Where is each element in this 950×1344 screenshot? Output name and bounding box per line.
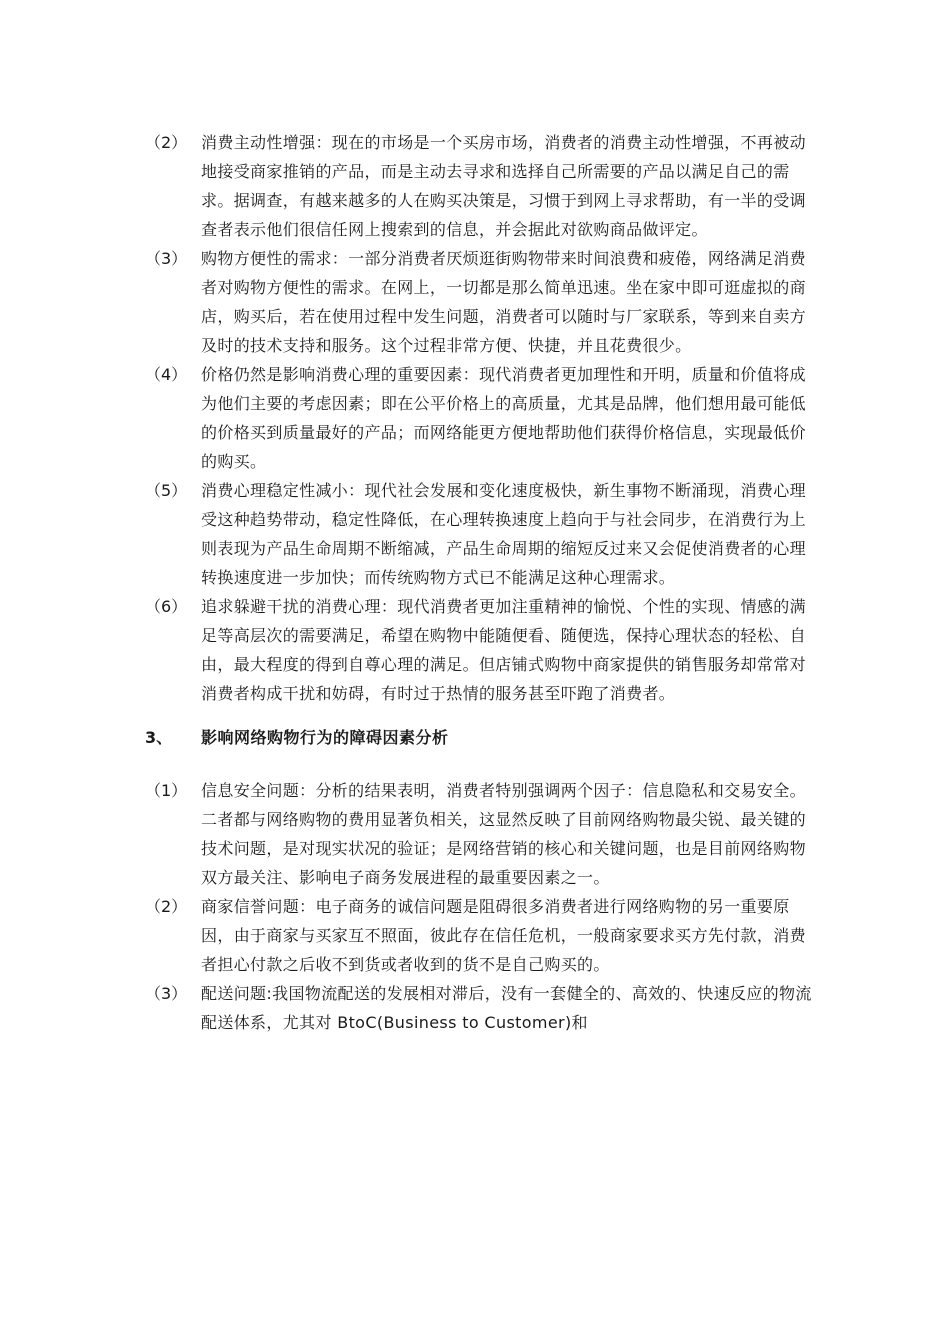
item-number: （6） (145, 597, 188, 616)
item-number: （3） (145, 984, 188, 1003)
item-number: （4） (145, 365, 188, 384)
item-text: 配送问题:我国物流配送的发展相对滞后，没有一套健全的、高效的、快速反应的物流配送体系，尤其对 BtoC(Business to Customer)和 (201, 984, 812, 1032)
list-item (145, 892, 815, 979)
spacer (145, 708, 815, 723)
item-number: （2） (145, 897, 188, 916)
heading-title: 影响网络购物行为的障碍因素分析 (201, 728, 449, 747)
spacer (145, 752, 815, 776)
list-item (145, 128, 815, 244)
heading-number: 3、 (145, 728, 173, 747)
item-number: （2） (145, 133, 188, 152)
item-text: 购物方便性的需求：一部分消费者厌烦逛街购物带来时间浪费和疲倦，网络满足消费者对购物方便性的需求。在网上，一切都是那么简单迅速。坐在家中即可逛虚拟的商店，购买后，若在使用过程中发生问题，消费者可以随时与厂家联系，等到来自卖方及时的技术支持和服务。这个过程非常方便、快捷，并且花费很少。 (201, 249, 806, 355)
section-heading (145, 723, 815, 752)
list-item (145, 476, 815, 592)
item-text: 消费主动性增强：现在的市场是一个买房市场，消费者的消费主动性增强，不再被动地接受商家推销的产品，而是主动去寻求和选择自己所需要的产品以满足自己的需求。据调查，有越来越多的人在购买决策是，习惯于到网上寻求帮助，有一半的受调查者表示他们很信任网上搜索到的信息，并会据此对欲购商品做评定。 (201, 133, 806, 239)
item-text: 追求躲避干扰的消费心理：现代消费者更加注重精神的愉悦、个性的实现、情感的满足等高层次的需要满足，希望在购物中能随便看、随便选，保持心理状态的轻松、自由，最大程度的得到自尊心理的满足。但店铺式购物中商家提供的销售服务却常常对消费者构成干扰和妨碍，有时过于热情的服务甚至吓跑了消费者。 (201, 597, 806, 703)
item-text: 价格仍然是影响消费心理的重要因素：现代消费者更加理性和开明，质量和价值将成为他们主要的考虑因素；即在公平价格上的高质量，尤其是品牌，他们想用最可能低的价格买到质量最好的产品；而网络能更方便地帮助他们获得价格信息，实现最低价的购买。 (201, 365, 806, 471)
item-number: （5） (145, 481, 188, 500)
list-item (145, 244, 815, 360)
item-text: 信息安全问题：分析的结果表明，消费者特别强调两个因子：信息隐私和交易安全。二者都与网络购物的费用显著负相关，这显然反映了目前网络购物最尖锐、最关键的技术问题，是对现实状况的验证；是网络营销的核心和关键问题，也是目前网络购物双方最关注、影响电子商务发展进程的最重要因素之一。 (201, 781, 806, 887)
list-item (145, 776, 815, 892)
list-item (145, 360, 815, 476)
item-text: 消费心理稳定性减小：现代社会发展和变化速度极快，新生事物不断涌现，消费心理受这种趋势带动，稳定性降低，在心理转换速度上趋向于与社会同步，在消费行为上则表现为产品生命周期不断缩减，产品生命周期的缩短反过来又会促使消费者的心理转换速度进一步加快；而传统购物方式已不能满足这种心理需求。 (201, 481, 806, 587)
document-body (145, 128, 815, 1037)
list-item (145, 592, 815, 708)
list-item (145, 979, 815, 1037)
item-text: 商家信誉问题：电子商务的诚信问题是阻碍很多消费者进行网络购物的另一重要原因，由于商家与买家互不照面，彼此存在信任危机，一般商家要求买方先付款，消费者担心付款之后收不到货或者收到的货不是自己购买的。 (201, 897, 806, 974)
item-number: （3） (145, 249, 188, 268)
item-number: （1） (145, 781, 188, 800)
